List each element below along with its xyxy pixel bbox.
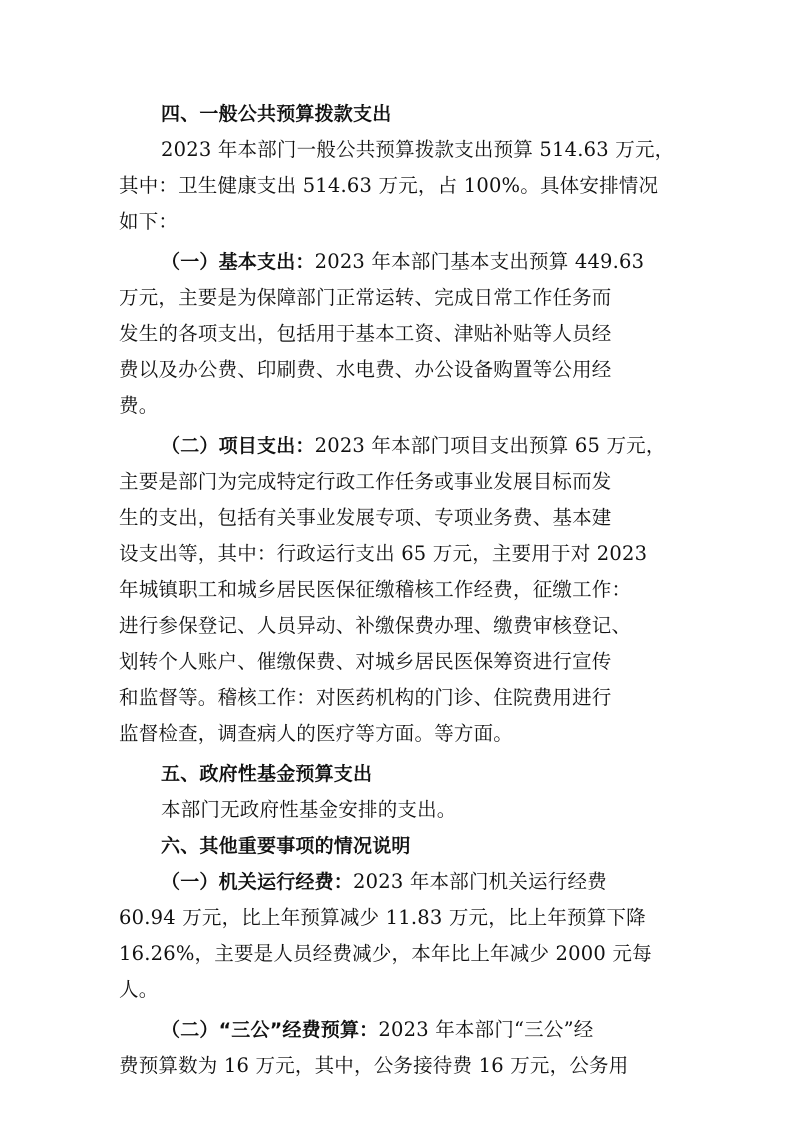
paragraph-line: 和监督等。稽核工作：对医药机构的门诊、住院费用进行 [119,686,612,709]
operating-funds-label: （一）机关运行经费： [161,871,354,893]
paragraph-three-public-first-line [119,1012,679,1048]
paragraph-line: 2023 年本部门一般公共预算拨款支出预算 514.63 万元， [161,138,675,161]
paragraph-line: 划转个人账户、催缴保费、对城乡居民医保筹资进行宣传 [119,650,612,673]
paragraph-line: 本部门无政府性基金安排的支出。 [161,798,457,821]
three-public-label: （二）“三公”经费预算： [161,1019,379,1041]
paragraph-text: 2023 年本部门项目支出预算 65 万元， [314,434,666,457]
paragraph-line: 生的支出，包括有关事业发展专项、专项业务费、基本建 [119,506,612,529]
paragraph-text: 2023 年本部门基本支出预算 449.63 [314,250,645,273]
paragraph-line: 60.94 万元，比上年预算减少 11.83 万元，比上年预算下降 [119,906,646,929]
paragraph-project-expenditure-first-line [119,428,679,464]
section-heading-other-matters: 六、其他重要事项的情况说明 [161,835,411,857]
paragraph-line: 设支出等，其中：行政运行支出 65 万元，主要用于对 2023 [119,542,648,565]
section-heading-government-fund: 五、政府性基金预算支出 [161,763,373,785]
paragraph-text: 2023 年本部门机关运行经费 [353,870,607,893]
paragraph-line: 监督检查，调查病人的医疗等方面。等方面。 [119,722,514,745]
paragraph-line: 16.26%，主要是人员经费减少，本年比上年减少 2000 元每 [119,942,652,965]
paragraph-line: 主要是部门为完成特定行政工作任务或事业发展目标而发 [119,470,612,493]
section-heading-general-budget: 四、一般公共预算拨款支出 [161,103,392,125]
paragraph-line: 年城镇职工和城乡居民医保征缴稽核工作经费，征缴工作： [119,578,632,601]
paragraph-operating-funds-first-line [119,864,679,900]
paragraph-line: 费。 [119,394,159,417]
paragraph-line: 其中：卫生健康支出 514.63 万元，占 100%。具体安排情况 [119,174,659,197]
paragraph-basic-expenditure-first-line [119,244,679,280]
paragraph-line: 人。 [119,978,159,1001]
paragraph-text: 2023 年本部门“三公”经 [378,1018,594,1041]
project-expenditure-label: （二）项目支出： [161,435,315,457]
document-page [119,96,679,1084]
paragraph-line: 万元，主要是为保障部门正常运转、完成日常工作任务而 [119,286,612,309]
paragraph-line: 如下： [119,210,179,233]
paragraph-line: 费预算数为 16 万元，其中，公务接待费 16 万元，公务用 [119,1054,629,1077]
paragraph-line: 发生的各项支出，包括用于基本工资、津贴补贴等人员经 [119,322,612,345]
paragraph-line: 费以及办公费、印刷费、水电费、办公设备购置等公用经 [119,358,612,381]
paragraph-line: 进行参保登记、人员异动、补缴保费办理、缴费审核登记、 [119,614,632,637]
basic-expenditure-label: （一）基本支出： [161,251,315,273]
